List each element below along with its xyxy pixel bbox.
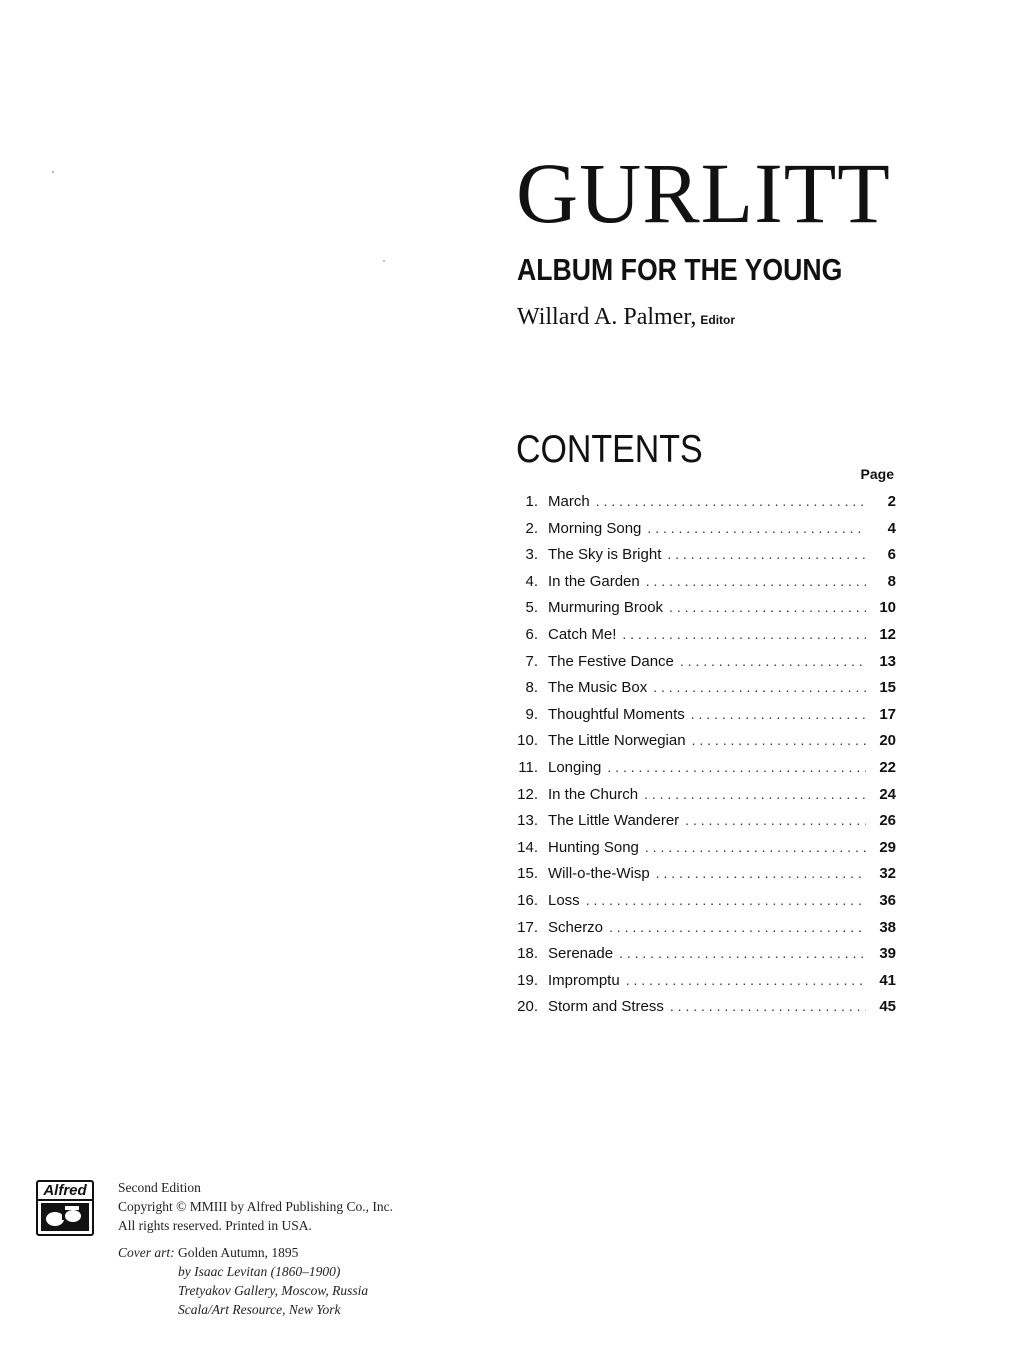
toc-title: The Little Wanderer <box>548 812 680 830</box>
toc-number: 5. <box>525 599 538 617</box>
toc-number: 3. <box>525 546 538 564</box>
toc-entry <box>510 515 896 542</box>
dot-leader <box>586 887 866 914</box>
toc-page: 41 <box>879 971 896 989</box>
toc-page: 17 <box>879 705 896 723</box>
dot-leader <box>646 568 866 595</box>
toc-page: 6 <box>887 546 896 564</box>
toc-entry <box>510 834 896 861</box>
edition-text: Second Edition <box>118 1180 201 1195</box>
toc-page: 8 <box>887 572 896 590</box>
editor-role: Editor <box>700 313 736 327</box>
toc-number: 4. <box>525 572 538 590</box>
rights-text: All rights reserved. Printed in USA. <box>118 1218 312 1233</box>
composer-title: GURLITT <box>516 145 891 241</box>
toc-number: 11. <box>518 758 538 776</box>
toc-entry <box>510 648 896 675</box>
toc-entry <box>510 488 896 515</box>
toc-number: 15. <box>517 865 538 883</box>
cover-art-credit <box>118 1243 368 1319</box>
dot-leader <box>645 834 866 861</box>
dot-leader <box>644 781 866 808</box>
dot-leader <box>647 515 866 542</box>
toc-number: 20. <box>517 998 538 1016</box>
toc-entry <box>510 594 896 621</box>
dot-leader <box>656 860 866 887</box>
toc-number: 19. <box>517 971 538 989</box>
toc-title: Loss <box>548 891 580 909</box>
dot-leader <box>619 940 866 967</box>
contents-heading: CONTENTS <box>516 428 703 471</box>
editor-name: Willard A. Palmer, <box>517 304 697 330</box>
toc-page: 10 <box>879 599 896 617</box>
toc-number: 10. <box>517 732 538 750</box>
toc-number: 2. <box>525 519 538 537</box>
dot-leader <box>626 967 866 994</box>
toc-number: 12. <box>517 785 538 803</box>
toc-page: 12 <box>879 625 896 643</box>
toc-entry <box>510 727 896 754</box>
scan-speck <box>52 171 54 173</box>
cover-art-title: Golden Autumn, 1895 <box>178 1245 299 1260</box>
toc-entry <box>510 781 896 808</box>
toc-number: 7. <box>525 652 538 670</box>
toc-title: Thoughtful Moments <box>548 705 685 723</box>
logo-wordmark: Alfred <box>38 1183 92 1201</box>
toc-title: Catch Me! <box>548 625 617 643</box>
toc-page: 15 <box>879 679 896 697</box>
toc-title: The Festive Dance <box>548 652 674 670</box>
toc-entry <box>510 993 896 1020</box>
toc-number: 18. <box>517 945 538 963</box>
toc-entry <box>510 860 896 887</box>
toc-title: Hunting Song <box>548 838 639 856</box>
dot-leader <box>596 488 866 515</box>
toc-title: Impromptu <box>548 971 620 989</box>
toc-title: Morning Song <box>548 519 642 537</box>
cover-art-label: Cover art: <box>118 1245 175 1260</box>
toc-page: 45 <box>879 998 896 1016</box>
toc-title: Will-o-the-Wisp <box>548 865 650 883</box>
toc-number: 8. <box>525 679 538 697</box>
album-title: ALBUM FOR THE YOUNG <box>517 252 843 287</box>
toc-number: 17. <box>517 918 538 936</box>
toc-entry <box>510 807 896 834</box>
dot-leader <box>685 807 866 834</box>
toc-title: March <box>548 493 590 510</box>
cover-art-gallery: Tretyakov Gallery, Moscow, Russia <box>178 1283 369 1298</box>
copyright-block <box>118 1178 393 1235</box>
toc-number: 1. <box>525 493 538 510</box>
toc-number: 9. <box>525 705 538 723</box>
toc-page: 26 <box>879 812 896 830</box>
dot-leader <box>607 754 866 781</box>
editor-line <box>517 304 735 331</box>
toc-page: 38 <box>879 918 896 936</box>
dot-leader <box>691 701 866 728</box>
toc-page: 32 <box>879 865 896 883</box>
toc-title: The Little Norwegian <box>548 732 686 750</box>
toc-title: In the Church <box>548 785 639 803</box>
publisher-logo <box>36 1180 94 1236</box>
toc-title: Murmuring Brook <box>548 599 664 617</box>
table-of-contents <box>510 488 896 1020</box>
scan-speck <box>383 260 385 262</box>
eighth-note-logo-icon <box>41 1203 89 1231</box>
copyright-text: Copyright © MMIII by Alfred Publishing Co., Inc. <box>118 1199 393 1214</box>
toc-title: Storm and Stress <box>548 998 664 1016</box>
toc-number: 16. <box>517 891 538 909</box>
cover-art-artist: by Isaac Levitan (1860–1900) <box>178 1264 341 1279</box>
dot-leader <box>670 993 866 1020</box>
dot-leader <box>609 914 866 941</box>
toc-entry <box>510 621 896 648</box>
toc-page: 36 <box>879 891 896 909</box>
dot-leader <box>667 541 866 568</box>
page-column-label: Page <box>860 466 894 482</box>
toc-entry <box>510 940 896 967</box>
dot-leader <box>669 594 866 621</box>
toc-title: The Sky is Bright <box>548 546 662 564</box>
toc-number: 6. <box>525 625 538 643</box>
toc-title: In the Garden <box>548 572 640 590</box>
toc-number: 14. <box>517 838 538 856</box>
toc-entry <box>510 541 896 568</box>
toc-page: 29 <box>879 838 896 856</box>
toc-title: Longing <box>548 758 602 776</box>
toc-page: 39 <box>879 945 896 963</box>
dot-leader <box>692 727 866 754</box>
toc-page: 13 <box>879 652 896 670</box>
toc-title: Scherzo <box>548 918 604 936</box>
dot-leader <box>622 621 866 648</box>
toc-entry <box>510 754 896 781</box>
dot-leader <box>680 648 866 675</box>
toc-entry <box>510 887 896 914</box>
toc-title: Serenade <box>548 945 614 963</box>
toc-entry <box>510 674 896 701</box>
toc-page: 4 <box>887 519 896 537</box>
toc-title: The Music Box <box>548 679 648 697</box>
toc-entry <box>510 967 896 994</box>
toc-entry <box>510 701 896 728</box>
toc-page: 22 <box>879 758 896 776</box>
cover-art-source: Scala/Art Resource, New York <box>178 1302 341 1317</box>
dot-leader <box>653 674 866 701</box>
toc-page: 2 <box>887 493 896 510</box>
toc-page: 24 <box>879 785 896 803</box>
toc-entry <box>510 914 896 941</box>
toc-page: 20 <box>879 732 896 750</box>
toc-entry <box>510 568 896 595</box>
toc-number: 13. <box>517 812 538 830</box>
